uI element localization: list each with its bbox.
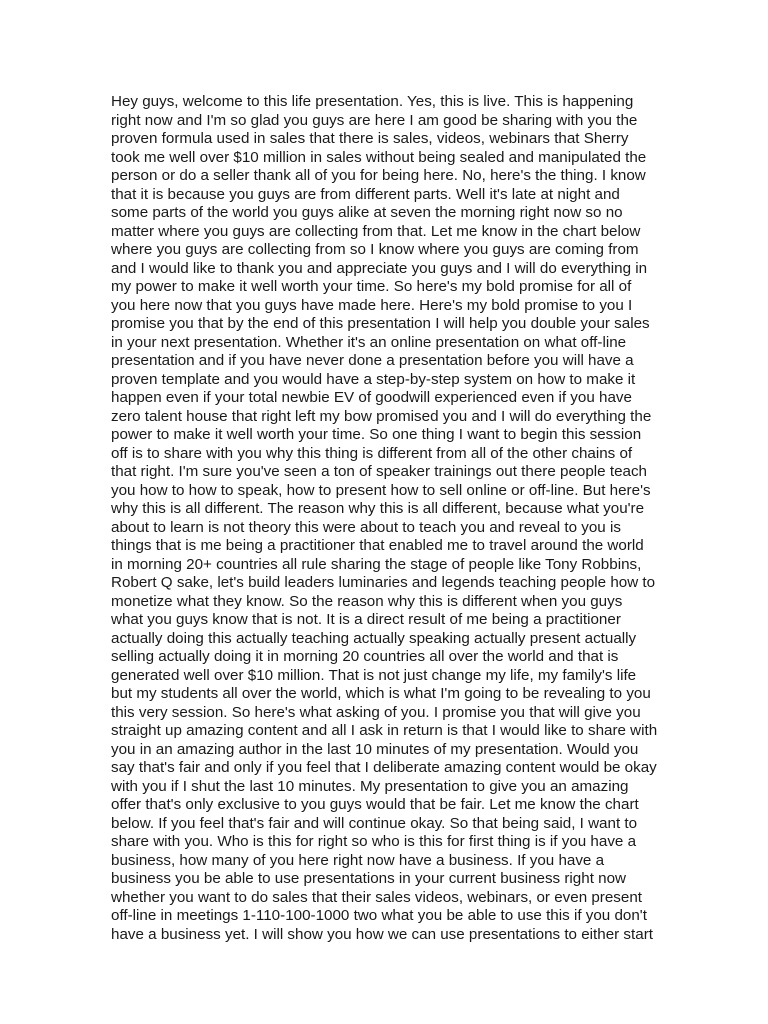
text-line: you in an amazing author in the last 10 minutes of my presentation. Would you: [111, 740, 639, 758]
text-line: you how to how to speak, how to present how to sell online or off-line. But here's: [111, 481, 651, 499]
text-line: right now and I'm so glad you guys are here I am good be sharing with you the: [111, 111, 638, 129]
text-line: Hey guys, welcome to this life presentation. Yes, this is live. This is happening: [111, 93, 634, 110]
text-line: have a business yet. I will show you how we can use presentations to either start: [111, 925, 653, 943]
text-line: proven template and you would have a step-by-step system on how to make it: [111, 370, 636, 388]
text-line: below. If you feel that's fair and will continue okay. So that being said, I want to: [111, 814, 638, 832]
text-line: business you be able to use presentations in your current business right now: [111, 870, 626, 887]
text-line: person or do a seller thank all of you for being here. No, here's the thing. I know: [111, 167, 646, 184]
text-line: this very session. So here's what asking of you. I promise you that will give you: [111, 703, 641, 721]
text-line: power to make it well worth your time. So one thing I want to begin this session: [111, 426, 642, 443]
text-line: in morning 20+ countries all rule sharing the stage of people like Tony Robbins,: [111, 555, 642, 573]
body-paragraph: [111, 93, 671, 944]
text-line: zero talent house that right left my bow promised you and I will do everything the: [111, 407, 652, 425]
text-line: you here now that you guys have made here. Here's my bold promise to you I: [111, 296, 633, 314]
text-line: presentation and if you have never done a presentation before you will have a: [111, 352, 634, 369]
text-line: some parts of the world you guys alike at seven the morning right now so no: [111, 204, 623, 221]
text-line: where you guys are collecting from so I know where you guys are coming from: [111, 241, 639, 258]
text-line: why this is all different. The reason why this is all different, because what you're: [111, 500, 645, 517]
text-line: Robert Q sake, let's build leaders luminaries and legends teaching people how to: [111, 574, 656, 591]
text-line: things that is me being a practitioner that enabled me to travel around the world: [111, 537, 644, 554]
text-line: about to learn is not theory this were about to teach you and reveal to you is: [111, 518, 621, 536]
text-line: happen even if your total newbie EV of goodwill experienced even if you have: [111, 389, 632, 406]
text-line: that right. I'm sure you've seen a ton of speaker trainings out there people teach: [111, 463, 647, 480]
text-line: my power to make it well worth your time. So here's my bold promise for all of: [111, 278, 632, 295]
text-line: matter where you guys are collecting from that. Let me know in the chart below: [111, 222, 641, 240]
text-line: that it is because you guys are from different parts. Well it's late at night and: [111, 185, 620, 203]
text-line: generated well over $10 million. That is not just change my life, my family's life: [111, 666, 637, 684]
text-line: off is to share with you why this thing is different from all of the other chains of: [111, 444, 633, 462]
text-line: in your next presentation. Whether it's an online presentation on what off-line: [111, 333, 627, 351]
text-line: with you if I shut the last 10 minutes. My presentation to give you an amazing: [111, 777, 629, 795]
text-line: what you guys know that is not. It is a direct result of me being a practitioner: [111, 611, 621, 628]
text-line: and I would like to thank you and appreciate you guys and I will do everything in: [111, 259, 648, 277]
text-line: offer that's only exclusive to you guys would that be fair. Let me know the chart: [111, 796, 639, 813]
text-line: straight up amazing content and all I ask in return is that I would like to share with: [111, 722, 658, 739]
text-line: promise you that by the end of this presentation I will help you double your sales: [111, 315, 650, 332]
text-line: selling actually doing it in morning 20 countries all over the world and that is: [111, 648, 619, 665]
text-line: but my students all over the world, which is what I'm going to be revealing to you: [111, 685, 651, 702]
text-line: took me well over $10 million in sales without being sealed and manipulated the: [111, 148, 647, 166]
text-line: actually doing this actually teaching actually speaking actually present actually: [111, 629, 637, 647]
text-line: business, how many of you here right now have a business. If you have a: [111, 851, 605, 869]
text-line: monetize what they know. So the reason why this is different when you guys: [111, 592, 623, 610]
text-line: say that's fair and only if you feel that I deliberate amazing content would be okay: [111, 759, 657, 776]
text-line: off-line in meetings 1-110-100-1000 two what you be able to use this if you don't: [111, 907, 647, 924]
text-line: whether you want to do sales that their sales videos, webinars, or even present: [111, 888, 643, 906]
text-line: proven formula used in sales that there is sales, videos, webinars that Sherry: [111, 130, 629, 147]
text-line: share with you. Who is this for right so who is this for first thing is if you have a: [111, 833, 637, 850]
